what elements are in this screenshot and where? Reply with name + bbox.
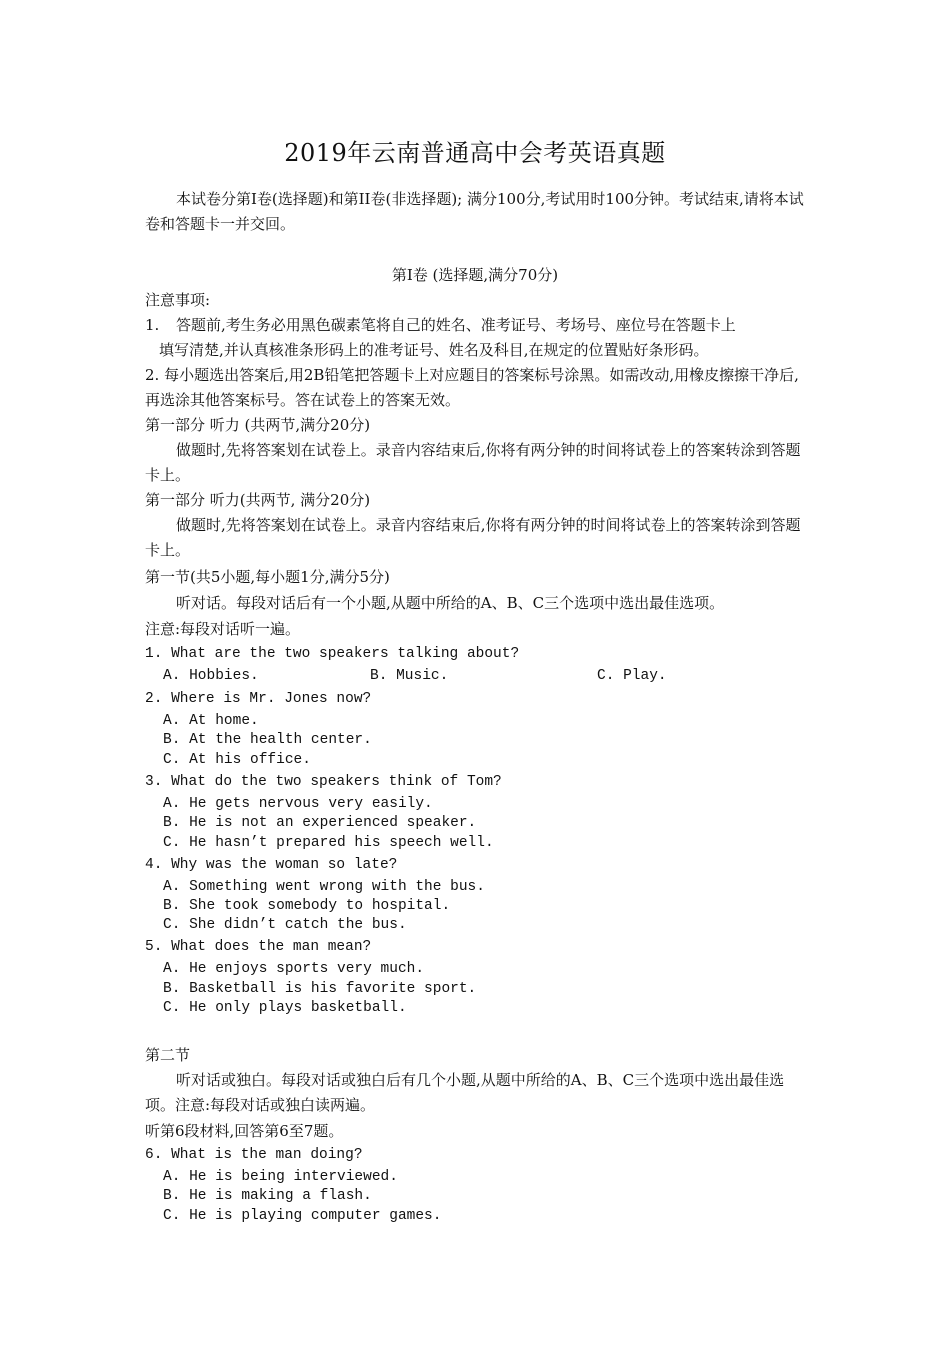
question-1-option-a: A. Hobbies. bbox=[163, 668, 259, 684]
intro-paragraph: 本试卷分第I卷(选择题)和第II卷(非选择题); 满分100分,考试用时100分钟。考试结束,请将本试卷和答题卡一并交回。 bbox=[145, 190, 804, 233]
question-5: 5. What does the man mean? bbox=[145, 939, 372, 955]
question-6-option-c: C. He is playing computer games. bbox=[163, 1208, 442, 1224]
question-6-option-b: B. He is making a flash. bbox=[163, 1188, 372, 1204]
question-4: 4. Why was the woman so late? bbox=[145, 857, 398, 873]
notes-label: 注意事项: bbox=[145, 291, 211, 309]
part1-instructions-a: 做题时,先将答案划在试卷上。录音内容结束后,你将有两分钟的时间将试卷上的答案转涂到答题卡上。 bbox=[145, 441, 801, 484]
question-6: 6. What is the man doing? bbox=[145, 1147, 363, 1163]
note-2: 2. 每小题选出答案后,用2B铅笔把答题卡上对应题目的答案标号涂黑。如需改动,用橡皮擦擦干净后,再选涂其他答案标号。答在试卷上的答案无效。 bbox=[145, 366, 799, 409]
section1-note: 注意:每段对话听一遍。 bbox=[145, 620, 301, 638]
question-2-option-c: C. At his office. bbox=[163, 752, 311, 768]
question-1-option-b: B. Music. bbox=[370, 668, 449, 684]
part1-instructions-b: 做题时,先将答案划在试卷上。录音内容结束后,你将有两分钟的时间将试卷上的答案转涂到答题卡上。 bbox=[145, 516, 801, 559]
section2-instructions: 听对话或独白。每段对话或独白后有几个小题,从题中所给的A、B、C三个选项中选出最佳选项。注意:每段对话或独白读两遍。 bbox=[145, 1071, 785, 1114]
question-4-option-c: C. She didn’t catch the bus. bbox=[163, 917, 407, 933]
section1-heading: 第一节(共5小题,每小题1分,满分5分) bbox=[145, 568, 390, 586]
question-3-option-b: B. He is not an experienced speaker. bbox=[163, 815, 477, 831]
part1-heading-a: 第一部分 听力 (共两节,满分20分) bbox=[145, 416, 371, 434]
question-1-option-c: C. Play. bbox=[597, 668, 667, 684]
part1-heading-b: 第一部分 听力(共两节, 满分20分) bbox=[145, 491, 371, 509]
question-3-option-a: A. He gets nervous very easily. bbox=[163, 796, 433, 812]
question-6-option-a: A. He is being interviewed. bbox=[163, 1169, 398, 1185]
note-1-text: 答题前,考生务必用黑色碳素笔将自己的姓名、准考证号、考场号、座位号在答题卡上 bbox=[176, 316, 736, 334]
question-3: 3. What do the two speakers think of Tom? bbox=[145, 774, 502, 790]
question-2: 2. Where is Mr. Jones now? bbox=[145, 691, 372, 707]
question-5-option-a: A. He enjoys sports very much. bbox=[163, 961, 425, 977]
question-5-option-b: B. Basketball is his favorite sport. bbox=[163, 981, 477, 997]
question-4-option-a: A. Something went wrong with the bus. bbox=[163, 879, 485, 895]
section2-heading: 第二节 bbox=[145, 1046, 191, 1064]
volume1-heading: 第I卷 (选择题,满分70分) bbox=[391, 266, 559, 284]
material-6-instruction: 听第6段材料,回答第6至7题。 bbox=[145, 1122, 344, 1140]
note-1 bbox=[145, 313, 810, 363]
question-3-option-c: C. He hasn’t prepared his speech well. bbox=[163, 835, 494, 851]
question-2-option-b: B. At the health center. bbox=[163, 732, 372, 748]
note-1-number: 1. bbox=[145, 316, 160, 334]
page-title: 2019年云南普通高中会考英语真题 bbox=[284, 139, 666, 167]
question-1: 1. What are the two speakers talking about? bbox=[145, 646, 520, 662]
question-5-option-c: C. He only plays basketball. bbox=[163, 1000, 407, 1016]
note-1-continuation: 填写清楚,并认真核准条形码上的准考证号、姓名及科目,在规定的位置贴好条形码。 bbox=[159, 341, 709, 359]
question-2-option-a: A. At home. bbox=[163, 713, 259, 729]
question-4-option-b: B. She took somebody to hospital. bbox=[163, 898, 451, 914]
section1-instructions: 听对话。每段对话后有一个小题,从题中所给的A、B、C三个选项中选出最佳选项。 bbox=[176, 594, 725, 612]
